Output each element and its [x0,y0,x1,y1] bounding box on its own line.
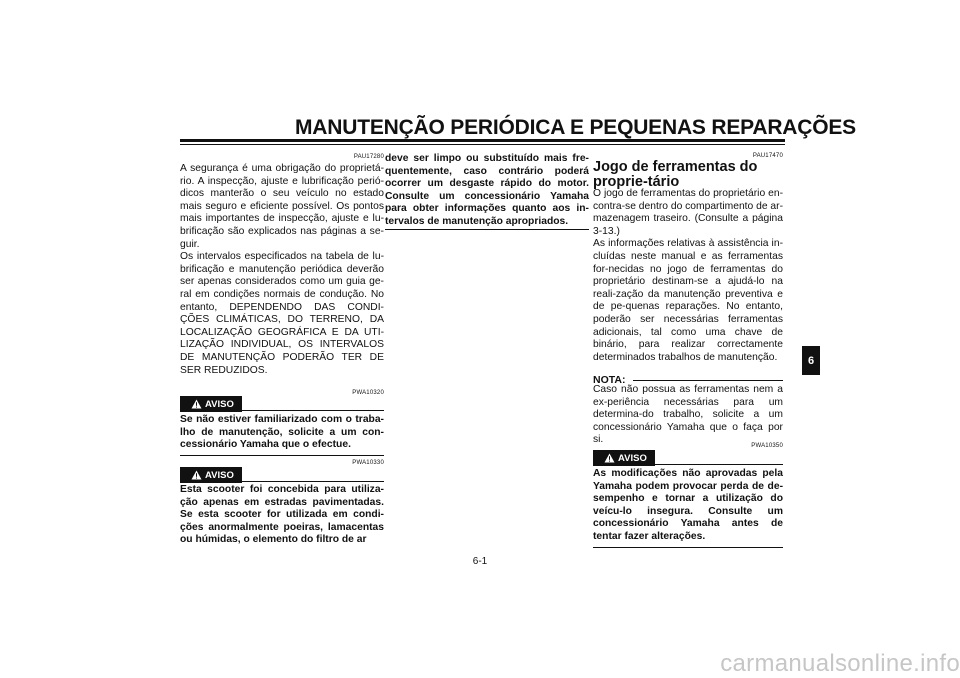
warning-header [180,396,384,412]
warning-label: AVISO [618,452,647,464]
warning-code: PWA10330 [352,460,384,466]
warning-rule [655,464,783,465]
section-heading: Jogo de ferramentas do proprie-tário [593,159,758,190]
warning-rule [242,410,384,411]
note-label: NOTA: [593,374,626,386]
warning-badge [593,450,655,466]
warning-label: AVISO [205,398,234,410]
warning-rule [242,481,384,482]
warning-triangle-icon [191,470,202,480]
service-info-paragraph: As informações relativas à assistência in-cluídas neste manual e as ferramentas for-necidas no jogo de ferramentas do proprietário destinam-se a ajudá-lo na reali-zação da manutenção preventiva e de pe-quenas reparações. No entanto, poderão ser necessárias ferramentas adicionais, tal como uma chave de binário, para realizar correctamente determinados trabalhos de manutenção. [593,238,783,363]
page-number: 6-1 [472,556,488,567]
page-title: MANUTENÇÃO PERIÓDICA E PEQUENAS REPARAÇÕES [295,116,856,139]
warning-badge [180,396,242,412]
warning-end-rule [180,455,384,456]
warning-code: PWA10350 [751,443,783,449]
note-text: Caso não possua as ferramentas nem a ex-periência necessárias para um determina-do trabalho, solicite a um concessionário Yamaha que o faça por si. [593,384,783,446]
warning-header [593,450,783,466]
watermark: carmanualsonline.info [720,650,960,677]
middle-column-text: deve ser limpo ou substituído mais fre-quentemente, caso contrário poderá ocorrer um desgaste rápido do motor. Consulte um concessionário Yamaha para obter informações quanto aos in-tervalos de manutenção apropriados. [385,153,589,227]
warning-text: Esta scooter foi concebida para utiliza-ção apenas em estradas pavimentadas. Se esta scooter for utilizada em condi-ções anormalmente poeiras, lamacentas ou húmidas, o elemento do filtro de ar [180,484,384,546]
note-header [593,370,783,384]
warning-end-rule [593,547,783,548]
warning-code: PWA10320 [352,390,384,396]
section-code: PAU17470 [752,153,783,159]
warning-label: AVISO [205,469,234,481]
right-column [593,188,783,364]
header-rule-thick [180,139,785,142]
warning-end-rule [385,229,589,230]
intervals-paragraph: Os intervalos especificados na tabela de lu-brificação e manutenção periódica deverão ser apenas considerados como um guia ge-ral em condições normais de condução. No entanto, DEPENDENDO DAS CONDI-ÇÕES CLIMÁTICAS, DO TERRENO, DA LOCALIZAÇÃO GEOGRÁFICA E DA UTI-LIZAÇÃO INDIVIDUAL, OS INTERVALOS DE MANUTENÇÃO PODERÃO TER DE SER REDUZIDOS. [180,251,384,376]
toolkit-paragraph: O jogo de ferramentas do proprietário en-contra-se dentro do compartimento de ar-mazenagem traseiro. (Consulte a página 3-13.) [593,188,784,237]
chapter-tab: 6 [802,346,820,375]
note-rule [633,380,783,381]
warning-badge [180,467,242,483]
warning-triangle-icon [604,453,615,463]
section-code: PAU17280 [353,154,384,160]
warning-header [180,467,384,483]
left-column [180,163,384,377]
warning-text: Se não estiver familiarizado com o traba-lho de manutenção, solicite a um con-cessionário Yamaha que o efectue. [180,414,384,451]
intro-paragraph: A segurança é uma obrigação do proprietá-rio. A inspecção, ajuste e lubrificação perió-dicos manterão o seu veículo no estado mais seguro e eficiente possível. Os pontos mais importantes de inspecção, ajuste e lu-brificação são explicados nas páginas a se-guir. [180,163,384,250]
warning-triangle-icon [191,399,202,409]
header-rule-thin [180,144,785,145]
warning-text: As modificações não aprovadas pela Yamaha podem provocar perda de de-sempenho e tornar a utilização do veícu-lo insegura. Consulte um concessionário Yamaha antes de tentar fazer alterações. [593,468,783,542]
